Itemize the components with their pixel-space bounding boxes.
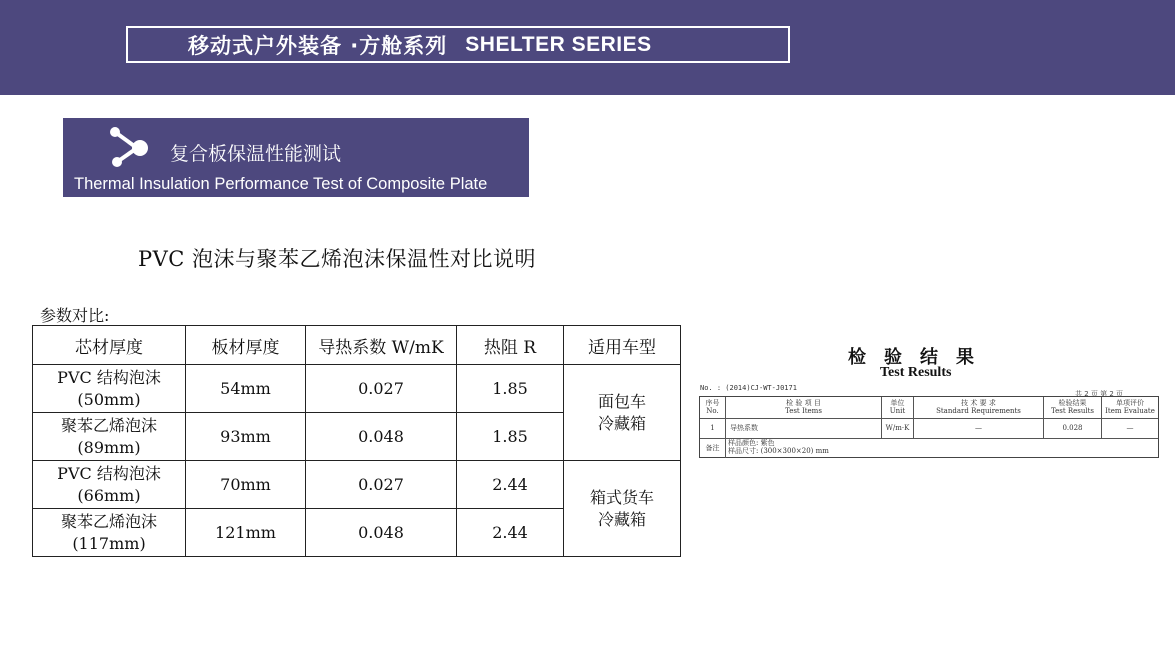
th-no: 序号 No. (705, 399, 720, 415)
resistance-cell: 2.44 (457, 509, 564, 557)
table-row (33, 461, 681, 509)
section-title-cn: 复合板保温性能测试 (170, 143, 342, 165)
core-cell: PVC 结构泡沫 (66mm) (33, 461, 186, 509)
report-number: No. : (2014)CJ-WT-J0171 (700, 384, 797, 392)
vehicle-cell: 面包车 冷藏箱 (564, 365, 681, 461)
header-vehicle: 适用车型 (564, 326, 681, 365)
top-banner (0, 0, 1175, 95)
conductivity-cell: 0.048 (306, 509, 457, 557)
th-unit: 单位 Unit (889, 399, 906, 415)
row-unit: W/m·K (885, 424, 910, 432)
table-row (33, 365, 681, 413)
header-resistance: 热阻 R (457, 326, 564, 365)
test-results-title-en: Test Results (880, 365, 952, 380)
row-no: 1 (710, 424, 715, 432)
resistance-cell: 1.85 (457, 413, 564, 461)
resistance-cell: 1.85 (457, 365, 564, 413)
resistance-cell: 2.44 (457, 461, 564, 509)
report-page: 共 2 页 第 2 页 (1075, 390, 1124, 398)
header-panel-thickness: 板材厚度 (186, 326, 306, 365)
core-cell: PVC 结构泡沫 (50mm) (33, 365, 186, 413)
conductivity-cell: 0.027 (306, 365, 457, 413)
series-title (126, 26, 790, 63)
panel-cell: 54mm (186, 365, 306, 413)
section-header (63, 118, 529, 197)
molecule-icon (107, 126, 149, 168)
param-label: 参数对比: (40, 306, 110, 325)
conductivity-cell: 0.027 (306, 461, 457, 509)
table-header-row (33, 326, 681, 365)
remark-label: 备注 (705, 444, 720, 452)
section-title-en: Thermal Insulation Performance Test of Composite Plate (74, 175, 488, 193)
comparison-table (32, 325, 681, 557)
panel-cell: 121mm (186, 509, 306, 557)
series-title-en: SHELTER SERIES (465, 32, 652, 56)
test-results-title-cn: 检验结果 (848, 347, 992, 368)
row-item: 导热系数 (730, 424, 758, 432)
vehicle-cell: 箱式货车 冷藏箱 (564, 461, 681, 557)
row-result: 0.028 (1062, 424, 1083, 432)
row-requirement: — (975, 424, 982, 432)
header-conductivity: 导热系数 W/mK (306, 326, 457, 365)
th-results: 检验结果 Test Results (1050, 399, 1095, 415)
core-cell: 聚苯乙烯泡沫 (117mm) (33, 509, 186, 557)
remark-text: 样品颜色: 紫色 样品尺寸: (300×300×20) mm (728, 439, 829, 455)
conductivity-cell: 0.048 (306, 413, 457, 461)
header-core-thickness: 芯材厚度 (33, 326, 186, 365)
test-results-table (699, 396, 1159, 458)
panel-cell: 93mm (186, 413, 306, 461)
core-cell: 聚苯乙烯泡沫 (89mm) (33, 413, 186, 461)
series-title-cn: 移动式户外装备 ·方舱系列 (188, 33, 448, 58)
th-evaluate: 单项评价 Item Evaluate (1105, 399, 1155, 415)
th-requirements: 技 术 要 求 Standard Requirements (936, 399, 1021, 415)
row-evaluate: — (1126, 424, 1134, 432)
document-title: PVC 泡沫与聚苯乙烯泡沫保温性对比说明 (138, 247, 537, 271)
panel-cell: 70mm (186, 461, 306, 509)
th-items: 检 验 项 目 Test Items (785, 399, 822, 415)
